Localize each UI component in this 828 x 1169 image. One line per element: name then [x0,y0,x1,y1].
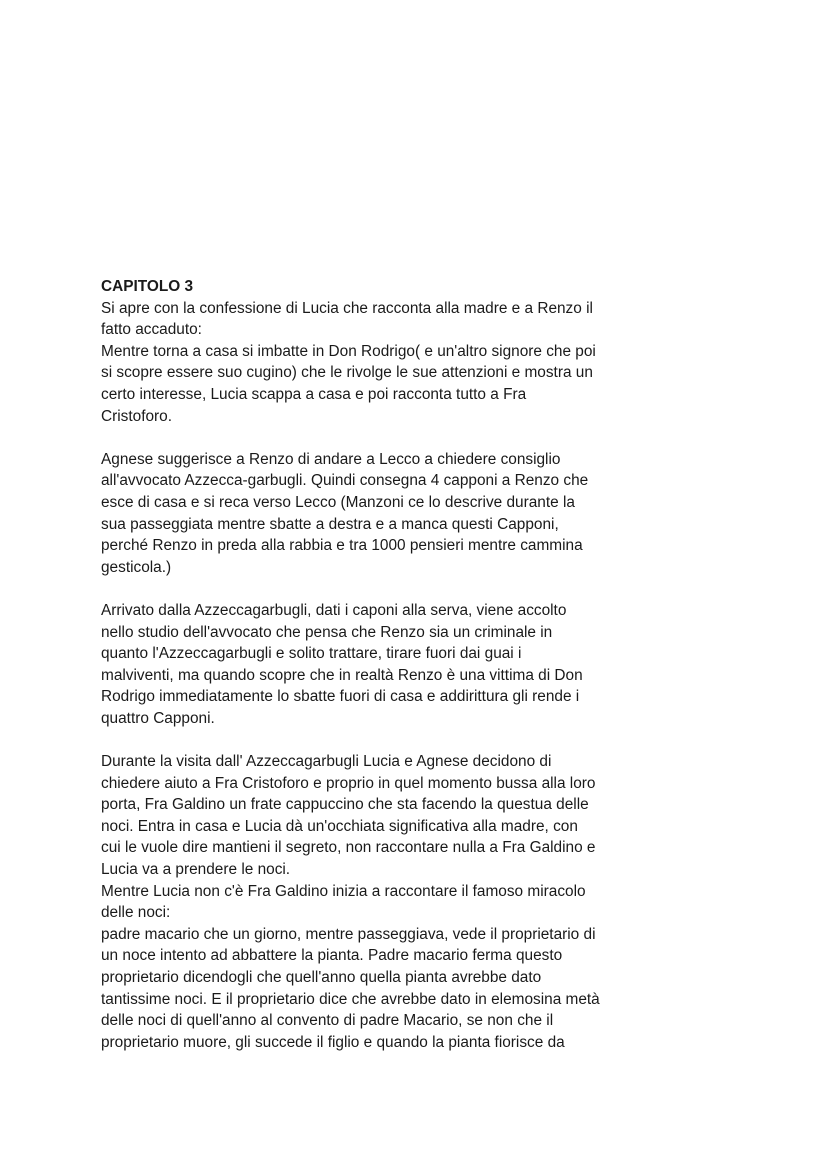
paragraph-gap [101,578,661,600]
text-line: un noce intento ad abbattere la pianta. Padre macario ferma questo [101,947,563,965]
text-line: proprietario dicendogli che quell'anno quella pianta avrebbe dato [101,969,542,986]
text-line: tantissime noci. E il proprietario dice che avrebbe dato in elemosina metà [101,990,600,1008]
text-line: certo interesse, Lucia scappa a casa e poi racconta tutto a Fra [101,385,527,403]
paragraph-gap [101,427,661,449]
text-line: Cristoforo. [101,407,172,425]
paragraph-azzeccagarbugli [101,600,661,730]
text-line: all'avvocato Azzecca-garbugli. Quindi consegna 4 capponi a Renzo che [101,472,589,490]
text-line: Agnese suggerisce a Renzo di andare a Lecco a chiedere consiglio [101,450,561,468]
document-page [101,276,661,1053]
text-line: Mentre Lucia non c'è Fra Galdino inizia a raccontare il famoso miracolo [101,882,586,900]
text-line: Durante la visita dall' Azzeccagarbugli Lucia e Agnese decidono di [101,753,552,771]
text-line: perché Renzo in preda alla rabbia e tra 1000 pensieri mentre cammina [101,537,583,555]
text-line: esce di casa e si reca verso Lecco (Manzoni ce lo descrive durante la [101,493,575,511]
text-line: gesticola.) [101,558,172,576]
text-line: chiedere aiuto a Fra Cristoforo e proprio in quel momento bussa alla loro [101,774,596,792]
text-line: nello studio dell'avvocato che pensa che Renzo sia un criminale in [101,623,553,641]
text-line: proprietario muore, gli succede il figlio e quando la pianta fiorisce da [101,1033,565,1051]
text-line: noci. Entra in casa e Lucia dà un'occhiata significativa alla madre, con [101,817,578,835]
text-line: Arrivato dalla Azzeccagarbugli, dati i caponi alla serva, viene accolto [101,601,567,619]
paragraph-gap [101,729,661,751]
paragraph-confession [101,298,661,428]
text-line: fatto accaduto: [101,321,202,339]
text-line: delle noci di quell'anno al convento di padre Macario, se non che il [101,1012,554,1030]
text-line: malviventi, ma quando scopre che in realtà Renzo è una vittima di Don [101,666,583,684]
text-line: quanto l'Azzeccagarbugli e solito trattare, tirare fuori dai guai i [101,645,522,663]
text-line: quattro Capponi. [101,709,215,727]
text-line: porta, Fra Galdino un frate cappuccino che sta facendo la questua delle [101,796,589,814]
paragraph-agnese [101,449,661,579]
text-line: cui le vuole dire mantieni il segreto, non raccontare nulla a Fra Galdino e [101,839,596,857]
chapter-heading: CAPITOLO 3 [101,278,194,295]
text-line: delle noci: [101,904,171,922]
text-line: sua passeggiata mentre sbatte a destra e a manca questi Capponi, [101,515,559,533]
text-line: si scopre essere suo cugino) che le rivolge le sue attenzioni e mostra un [101,364,593,382]
paragraph-fra-galdino [101,751,661,1053]
text-line: Lucia va a prendere le noci. [101,861,291,879]
text-line: padre macario che un giorno, mentre passeggiava, vede il proprietario di [101,925,596,943]
text-line: Rodrigo immediatamente lo sbatte fuori di casa e addirittura gli rende i [101,688,580,706]
text-line: Si apre con la confessione di Lucia che racconta alla madre e a Renzo il [101,299,593,317]
text-line: Mentre torna a casa si imbatte in Don Rodrigo( e un'altro signore che poi [101,342,596,360]
